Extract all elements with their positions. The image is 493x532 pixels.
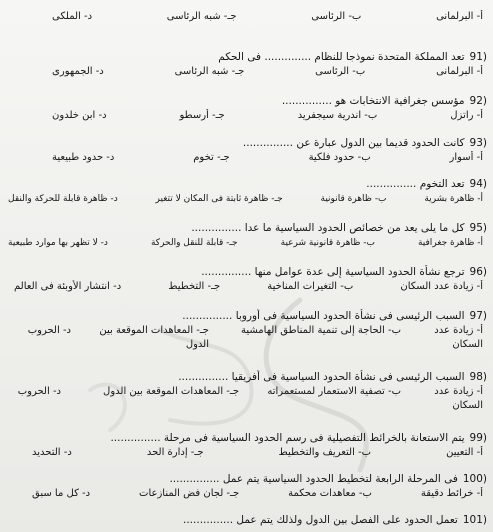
question-text: السبب الرئيسى فى نشأة الحدود السياسية فى أوروبا ............... xyxy=(182,310,465,322)
question-text: كانت الحدود قديما بين الدول عبارة عن ............... xyxy=(242,137,465,149)
option-d[interactable]: د- لا تظهر بها موارد طبيعية xyxy=(8,238,108,248)
option-c[interactable]: جـ- المعاهدات الموقعة بين الدول xyxy=(103,386,239,397)
option-b[interactable]: ب- حدود فلكية xyxy=(308,152,371,163)
question-93 xyxy=(6,136,487,165)
option-a[interactable]: أ- البرلمانى xyxy=(436,66,483,77)
option-a[interactable]: أ- خرائط دقيقة xyxy=(420,488,483,499)
option-d[interactable]: د- الجمهورى xyxy=(52,66,104,77)
option-c[interactable]: جـ- المعاهدات الموقعة بين الدول xyxy=(99,325,209,350)
question-number: 92) xyxy=(469,95,487,107)
option-b[interactable]: ب- ظاهرة قانونية شرعية xyxy=(280,238,375,248)
option-d[interactable]: د- حدود طبيعية xyxy=(52,152,115,163)
option-a[interactable]: أ- البرلمانى xyxy=(436,11,483,22)
option-a[interactable]: أ- زيادة عدد السكان xyxy=(400,281,483,292)
question-text: تعد المملكة المتحدة نموذجا للنظام .............. فى الحكم xyxy=(218,51,465,63)
option-d[interactable]: د- الملكى xyxy=(52,11,93,22)
option-c[interactable]: جـ- التخطيط xyxy=(168,281,221,292)
option-d[interactable]: د- الحروب xyxy=(17,386,61,397)
question-text: ترجع نشأة الحدود السياسية إلى عدة عوامل منها ............... xyxy=(201,266,465,278)
option-a[interactable]: أ- زيادة عدد السكان xyxy=(434,386,483,411)
question-98 xyxy=(6,370,487,413)
option-b[interactable]: ب- ظاهرة قانونية xyxy=(320,194,387,204)
question-99 xyxy=(6,431,487,460)
option-c[interactable]: جـ- شبه الرئاسى xyxy=(174,66,245,77)
option-d[interactable]: د- كل ما سبق xyxy=(32,488,91,499)
question-101 xyxy=(6,513,487,528)
question-92 xyxy=(6,94,487,123)
option-d[interactable]: د- التحديد xyxy=(32,447,72,458)
option-a[interactable]: أ- زيادة عدد السكان xyxy=(434,325,483,350)
question-text: يتم الاستعانة بالخرائط التفصيلية فى رسم الحدود السياسية فى مرحلة ............... xyxy=(110,432,465,444)
option-b[interactable]: ب- الحاجة إلى تنمية المناطق الهامشية xyxy=(240,325,401,336)
option-a[interactable]: أ- التعيين xyxy=(446,447,483,458)
question-100 xyxy=(6,472,487,501)
question-text: مؤسس جغرافية الانتخابات هو ............... xyxy=(281,95,465,107)
option-c[interactable]: جـ- إدارة الحد xyxy=(146,447,204,458)
option-d[interactable]: د- الحروب xyxy=(27,325,71,336)
option-a[interactable]: أ- أسوار xyxy=(449,152,483,163)
question-text: السبب الرئيسى فى نشأة الحدود السياسية فى أفريقيا ............... xyxy=(178,371,465,383)
option-a[interactable]: أ- ظاهرة بشرية xyxy=(424,194,483,204)
question-text: كل ما يلى يعد من خصائص الحدود السياسية ما عدا ............... xyxy=(191,222,465,234)
question-number: 101) xyxy=(462,514,487,526)
option-a[interactable]: أ- ظاهرة جغرافية xyxy=(417,238,483,248)
question-text: تعمل الحدود على الفصل بين الدول ولذلك يتم عمل ............... xyxy=(183,514,458,526)
option-c[interactable]: جـ- لجان فض المنازعات xyxy=(139,488,240,499)
question-number: 91) xyxy=(469,51,487,63)
question-number: 95) xyxy=(469,222,487,234)
question-91 xyxy=(6,50,487,79)
option-b[interactable]: ب- معاهدات محكمة xyxy=(288,488,372,499)
option-a[interactable]: أ- راتزل xyxy=(450,110,483,121)
question-97 xyxy=(6,309,487,352)
question-94 xyxy=(6,177,487,206)
option-c[interactable]: جـ- تخوم xyxy=(193,152,230,163)
question-text: تعد التخوم ............... xyxy=(366,178,465,190)
question-number: 96) xyxy=(469,266,487,278)
question-number: 97) xyxy=(469,310,487,322)
question-number: 99) xyxy=(469,432,487,444)
option-c[interactable]: جـ- قابلة للنقل والحركة xyxy=(150,238,238,248)
option-d[interactable]: د- ظاهرة قابلة للحركة والنقل xyxy=(8,194,118,204)
option-c[interactable]: جـ- ظاهرة ثابتة فى المكان لا تتغير xyxy=(155,194,283,204)
question-96 xyxy=(6,265,487,294)
question-number: 94) xyxy=(469,178,487,190)
option-b[interactable]: ب- الرئاسى xyxy=(315,66,366,77)
question-number: 98) xyxy=(469,371,487,383)
option-c[interactable]: جـ- أرسطو xyxy=(179,110,225,121)
option-c[interactable]: جـ- شبه الرئاسى xyxy=(166,11,237,22)
question-number: 93) xyxy=(469,137,487,149)
option-d[interactable]: د- ابن خلدون xyxy=(52,110,107,121)
option-b[interactable]: ب- الرئاسى xyxy=(311,11,362,22)
option-b[interactable]: ب- اندرية سيجفريد xyxy=(297,110,378,121)
question-text: فى المرحلة الرابعة لتخطيط الحدود السياسية يتم عمل ............... xyxy=(169,473,458,485)
question-number: 100) xyxy=(462,473,487,485)
option-d[interactable]: د- انتشار الأوبئة فى العالم xyxy=(14,281,122,292)
option-b[interactable]: ب- تصفية الاستعمار لمستعمراته xyxy=(267,386,401,397)
option-b[interactable]: ب- التعريف والتخطيط xyxy=(278,447,372,458)
previous-question-options xyxy=(6,10,487,24)
option-b[interactable]: ب- التغيرات المناخية xyxy=(267,281,354,292)
question-95 xyxy=(6,221,487,250)
